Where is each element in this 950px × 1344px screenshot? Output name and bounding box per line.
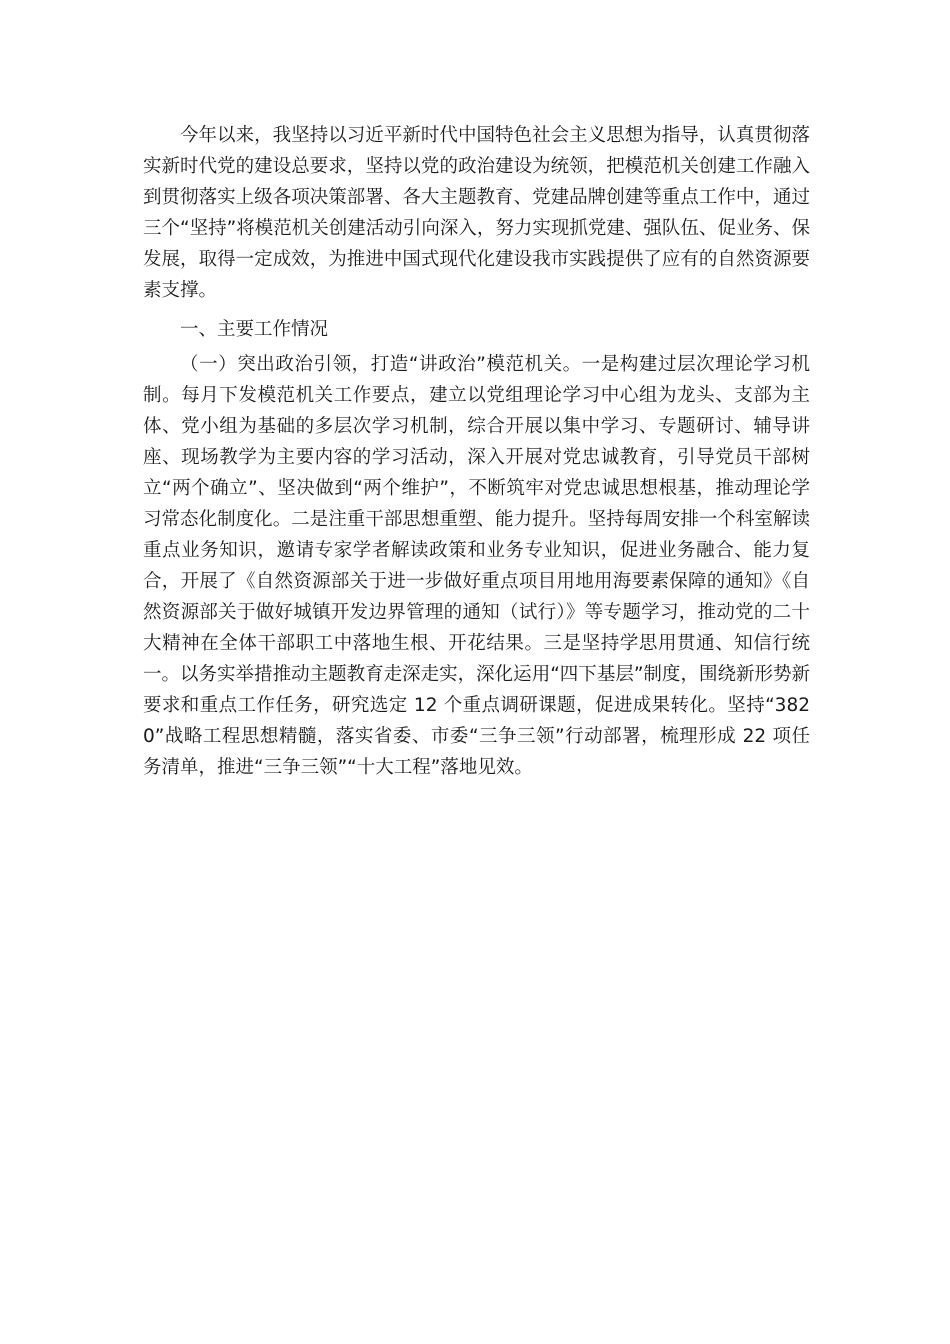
section-heading: 一、主要工作情况 bbox=[180, 319, 329, 340]
section-paragraph: （一）突出政治引领，打造“讲政治”模范机关。一是构建过层次理论学习机制。每月下发模范机关工作要点，建立以党组理论学习中心组为龙头、支部为主体、党小组为基础的多层次学习机制，综合开展以集中学习、专题研讨、辅导讲座、现场教学为主要内容的学习活动，深入开展对党忠诚教育，引导党员干部树立“两个确立”、坚决做到“两个维护”，不断筑牢对党忠诚思想根基，推动理论学习常态化制度化。二是注重干部思想重塑、能力提升。坚持每周安排一个科室解读重点业务知识，邀请专家学者解读政策和业务专业知识，促进业务融合、能力复合，开展了《自然资源部关于进一步做好重点项目用地用海要素保障的通知》《自然资源部关于做好城镇开发边界管理的通知（试行）》等专题学习，推动党的二十大精神在全体干部职工中落地生根、开花结果。三是坚持学思用贯通、知信行统一。以务实举措推动主题教育走深走实，深化运用“四下基层”制度，围绕新形势新要求和重点工作任务，研究选定 12 个重点调研课题，促进成果转化。坚持“3820”战略工程思想精髓，落实省委、市委“三争三领”行动部署，梳理形成 22 项任务清单，推进“三争三领”“十大工程”落地见效。 bbox=[143, 354, 810, 778]
intro-paragraph: 今年以来，我坚持以习近平新时代中国特色社会主义思想为指导，认真贯彻落实新时代党的建设总要求，坚持以党的政治建设为统领，把模范机关创建工作融入到贯彻落实上级各项决策部署、各大主题教育、党建品牌创建等重点工作中，通过三个“坚持”将模范机关创建活动引向深入，努力实现抓党建、强队伍、促业务、保发展，取得一定成效，为推进中国式现代化建设我市实践提供了应有的自然资源要素支撑。 bbox=[143, 125, 810, 301]
document-body bbox=[143, 120, 810, 791]
